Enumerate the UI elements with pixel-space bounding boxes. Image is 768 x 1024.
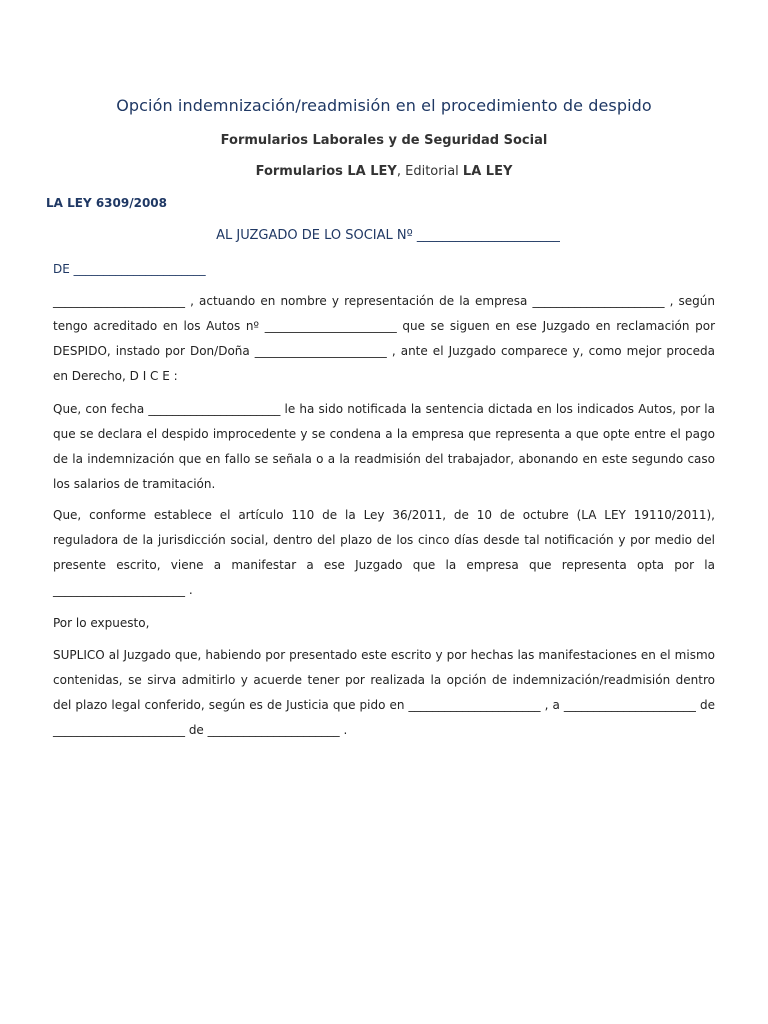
- document-title: Opción indemnización/readmisión en el procedimiento de despido: [116, 96, 652, 115]
- paragraph-request: SUPLICO al Juzgado que, habiendo por presentado este escrito y por hechas las manifestaciones en el mismo contenidas, se sirva admitirlo y acuerde tener por realizada la opción de indemnización/readmisión dentro del plazo legal conferido, según es de Justicia que pido en ______________________ , a ______________________ de ______________________ de ______________________ .: [53, 648, 715, 737]
- document-subtitle: Formularios Laborales y de Seguridad Social: [220, 133, 548, 148]
- court-heading: [0, 228, 768, 243]
- paragraph-conclusion: Por lo expuesto,: [53, 616, 150, 630]
- document-source: [0, 164, 768, 179]
- from-line: DE ______________________: [53, 262, 206, 276]
- source-collection: Formularios LA LEY: [255, 164, 397, 179]
- document-reference: LA LEY 6309/2008: [46, 196, 168, 210]
- court-heading-text: AL JUZGADO DE LO SOCIAL Nº ______________________: [216, 228, 560, 243]
- paragraph-intro: ______________________ , actuando en nombre y representación de la empresa ______________________ , según tengo acreditado en los Autos nº ______________________ que se siguen en ese Juzgado en reclamación por DESPIDO, instado por Don/Doña ______________________ , ante el Juzgado comparece y, como mejor proceda en Derecho, D I C E :: [53, 294, 715, 383]
- paragraph-notification: Que, con fecha ______________________ le ha sido notificada la sentencia dictada en los indicados Autos, por la que se declara el despido improcedente y se condena a la empresa que representa a que opte entre el pago de la indemnización que en fallo se señala o a la readmisión del trabajador, abonando en este segundo caso los salarios de tramitación.: [53, 402, 715, 491]
- source-publisher: LA LEY: [462, 164, 513, 179]
- paragraph-option: Que, conforme establece el artículo 110 de la Ley 36/2011, de 10 de octubre (LA LEY 19110/2011), reguladora de la jurisdicción social, dentro del plazo de los cinco días desde tal notificación y por medio del presente escrito, viene a manifestar a ese Juzgado que la empresa que representa opta por la ______________________ .: [53, 508, 715, 597]
- source-separator: , Editorial: [396, 164, 463, 179]
